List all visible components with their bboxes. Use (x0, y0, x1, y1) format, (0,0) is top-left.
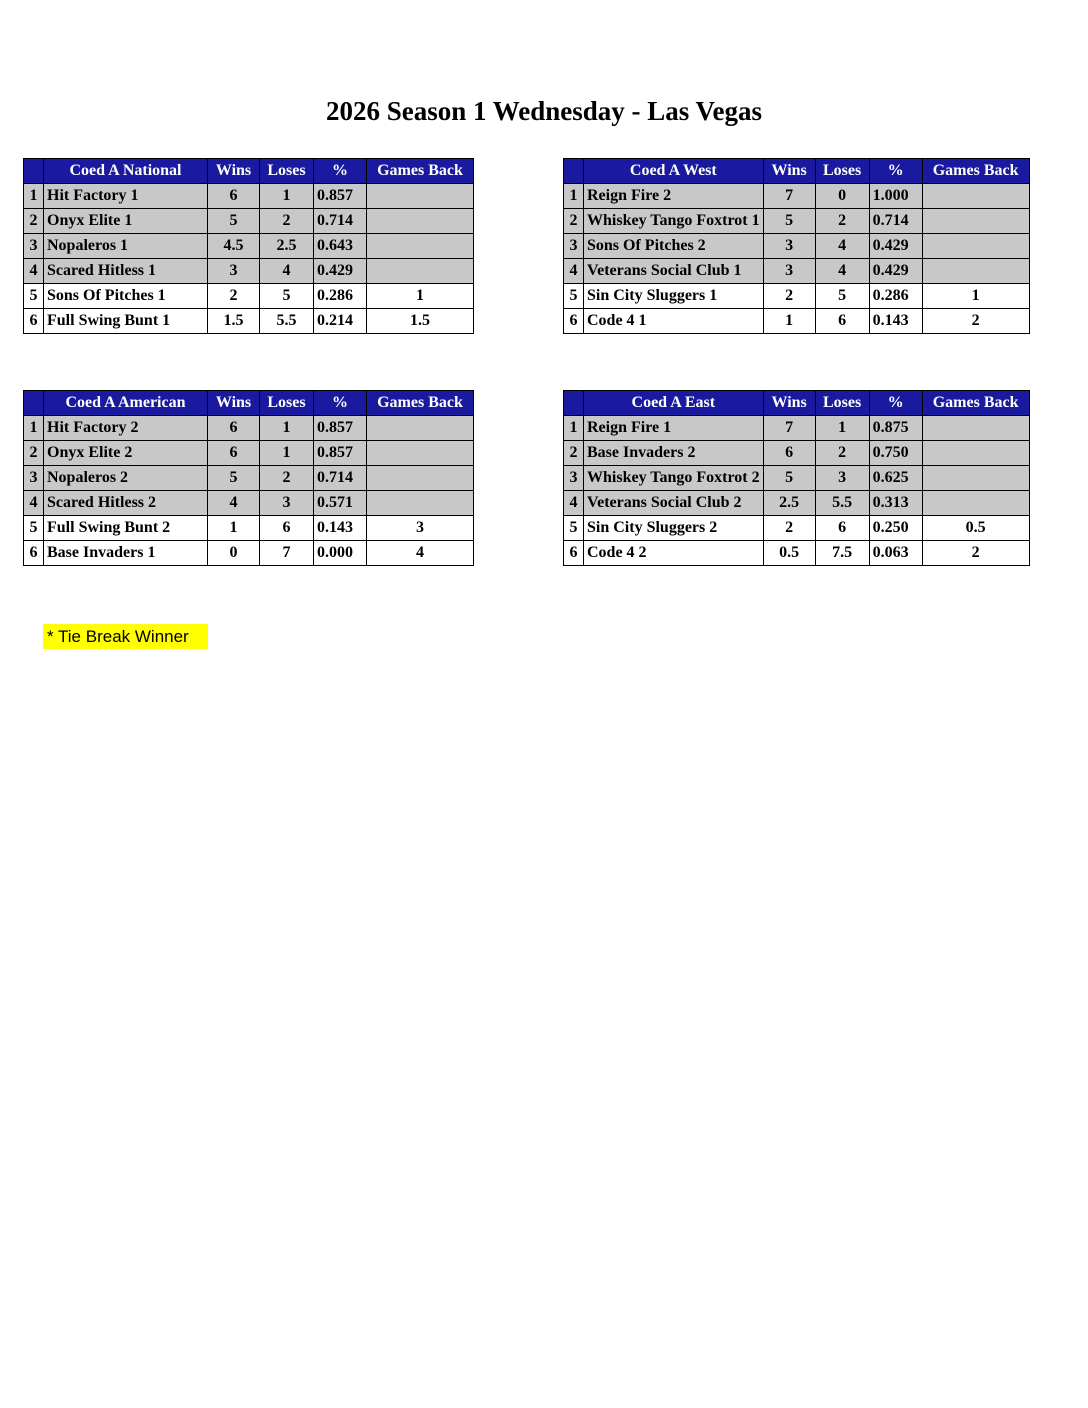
rank-cell: 4 (24, 259, 44, 284)
games-back-cell: 1.5 (367, 309, 474, 334)
games-back-cell (367, 441, 474, 466)
table-row (564, 491, 1030, 516)
table-row (564, 541, 1030, 566)
rank-header (24, 159, 44, 184)
team-name-cell: Scared Hitless 1 (44, 259, 208, 284)
table-row (564, 309, 1030, 334)
games-back-cell (922, 416, 1029, 441)
rank-cell: 2 (24, 441, 44, 466)
team-name-cell: Sons Of Pitches 1 (44, 284, 208, 309)
rank-cell: 2 (564, 209, 584, 234)
games-back-header: Games Back (922, 159, 1029, 184)
wins-cell: 6 (208, 416, 260, 441)
table-row (564, 234, 1030, 259)
standings-table-national (23, 158, 474, 334)
pct-cell: 0.750 (869, 441, 922, 466)
loses-cell: 3 (815, 466, 869, 491)
games-back-cell: 1 (922, 284, 1029, 309)
wins-cell: 6 (763, 441, 815, 466)
table-row (564, 516, 1030, 541)
rank-cell: 5 (24, 284, 44, 309)
loses-header: Loses (815, 391, 869, 416)
wins-cell: 6 (208, 184, 260, 209)
loses-cell: 7.5 (815, 541, 869, 566)
games-back-cell (922, 491, 1029, 516)
team-name-cell: Scared Hitless 2 (44, 491, 208, 516)
team-name-cell: Onyx Elite 1 (44, 209, 208, 234)
pct-header: % (869, 159, 922, 184)
team-name-cell: Code 4 1 (584, 309, 764, 334)
header-row (564, 159, 1030, 184)
loses-cell: 1 (260, 184, 314, 209)
wins-cell: 5 (763, 466, 815, 491)
loses-cell: 4 (815, 259, 869, 284)
division-name: Coed A West (584, 159, 764, 184)
rank-cell: 6 (564, 541, 584, 566)
pct-cell: 0.143 (314, 516, 367, 541)
pct-cell: 0.143 (869, 309, 922, 334)
table-row (24, 284, 474, 309)
rank-cell: 6 (564, 309, 584, 334)
wins-cell: 0 (208, 541, 260, 566)
rank-cell: 4 (564, 491, 584, 516)
games-back-cell (367, 209, 474, 234)
team-name-cell: Hit Factory 2 (44, 416, 208, 441)
pct-cell: 0.625 (869, 466, 922, 491)
table-row (24, 309, 474, 334)
loses-cell: 6 (815, 516, 869, 541)
wins-cell: 1 (763, 309, 815, 334)
table-row (24, 541, 474, 566)
rank-cell: 5 (24, 516, 44, 541)
team-name-cell: Reign Fire 1 (584, 416, 764, 441)
wins-cell: 5 (763, 209, 815, 234)
rank-header (564, 159, 584, 184)
header-row (564, 391, 1030, 416)
team-name-cell: Full Swing Bunt 1 (44, 309, 208, 334)
wins-cell: 3 (208, 259, 260, 284)
loses-cell: 5 (260, 284, 314, 309)
games-back-header: Games Back (367, 391, 474, 416)
team-name-cell: Sin City Sluggers 2 (584, 516, 764, 541)
pct-cell: 0.063 (869, 541, 922, 566)
team-name-cell: Base Invaders 1 (44, 541, 208, 566)
team-name-cell: Whiskey Tango Foxtrot 2 (584, 466, 764, 491)
division-name: Coed A East (584, 391, 764, 416)
loses-cell: 2 (815, 441, 869, 466)
games-back-cell: 3 (367, 516, 474, 541)
table-row (24, 209, 474, 234)
loses-cell: 1 (260, 416, 314, 441)
tie-break-note: * Tie Break Winner (43, 624, 208, 649)
games-back-header: Games Back (367, 159, 474, 184)
wins-cell: 1 (208, 516, 260, 541)
games-back-cell (922, 234, 1029, 259)
rank-cell: 1 (564, 184, 584, 209)
standings-table-east (563, 390, 1030, 566)
table-row (24, 184, 474, 209)
wins-cell: 3 (763, 234, 815, 259)
wins-cell: 5 (208, 466, 260, 491)
wins-cell: 4.5 (208, 234, 260, 259)
games-back-cell (367, 259, 474, 284)
loses-cell: 3 (260, 491, 314, 516)
games-back-cell (922, 259, 1029, 284)
wins-cell: 6 (208, 441, 260, 466)
table-row (564, 466, 1030, 491)
rank-cell: 4 (564, 259, 584, 284)
rank-header (564, 391, 584, 416)
games-back-cell (922, 441, 1029, 466)
table-row (24, 416, 474, 441)
rank-cell: 5 (564, 516, 584, 541)
rank-header (24, 391, 44, 416)
pct-cell: 0.714 (314, 209, 367, 234)
loses-cell: 4 (815, 234, 869, 259)
wins-header: Wins (763, 391, 815, 416)
team-name-cell: Onyx Elite 2 (44, 441, 208, 466)
loses-cell: 1 (260, 441, 314, 466)
pct-cell: 1.000 (869, 184, 922, 209)
standings-table-west (563, 158, 1030, 334)
loses-cell: 2 (815, 209, 869, 234)
team-name-cell: Reign Fire 2 (584, 184, 764, 209)
wins-cell: 7 (763, 416, 815, 441)
loses-header: Loses (260, 391, 314, 416)
pct-cell: 0.571 (314, 491, 367, 516)
wins-header: Wins (208, 159, 260, 184)
wins-cell: 3 (763, 259, 815, 284)
pct-cell: 0.714 (869, 209, 922, 234)
table-row (24, 259, 474, 284)
wins-cell: 5 (208, 209, 260, 234)
loses-header: Loses (260, 159, 314, 184)
pct-cell: 0.429 (869, 234, 922, 259)
loses-cell: 5.5 (260, 309, 314, 334)
pct-cell: 0.875 (869, 416, 922, 441)
team-name-cell: Sin City Sluggers 1 (584, 284, 764, 309)
pct-cell: 0.857 (314, 441, 367, 466)
rank-cell: 3 (24, 234, 44, 259)
pct-header: % (314, 391, 367, 416)
team-name-cell: Hit Factory 1 (44, 184, 208, 209)
wins-cell: 2 (763, 284, 815, 309)
page-title: 2026 Season 1 Wednesday - Las Vegas (325, 96, 763, 126)
table-row (24, 516, 474, 541)
rank-cell: 2 (24, 209, 44, 234)
division-name: Coed A American (44, 391, 208, 416)
table-row (24, 234, 474, 259)
pct-header: % (314, 159, 367, 184)
games-back-cell: 2 (922, 541, 1029, 566)
rank-cell: 1 (24, 184, 44, 209)
loses-header: Loses (815, 159, 869, 184)
wins-cell: 7 (763, 184, 815, 209)
games-back-cell: 4 (367, 541, 474, 566)
loses-cell: 1 (815, 416, 869, 441)
wins-cell: 0.5 (763, 541, 815, 566)
wins-cell: 2 (208, 284, 260, 309)
games-back-cell (922, 466, 1029, 491)
rank-cell: 5 (564, 284, 584, 309)
rank-cell: 2 (564, 441, 584, 466)
loses-cell: 2 (260, 466, 314, 491)
loses-cell: 4 (260, 259, 314, 284)
games-back-cell (922, 184, 1029, 209)
table-row (564, 441, 1030, 466)
table-row (564, 284, 1030, 309)
games-back-header: Games Back (922, 391, 1029, 416)
table-row (24, 491, 474, 516)
table-row (564, 184, 1030, 209)
wins-cell: 4 (208, 491, 260, 516)
wins-cell: 1.5 (208, 309, 260, 334)
games-back-cell: 0.5 (922, 516, 1029, 541)
team-name-cell: Veterans Social Club 1 (584, 259, 764, 284)
team-name-cell: Full Swing Bunt 2 (44, 516, 208, 541)
rank-cell: 3 (564, 466, 584, 491)
pct-cell: 0.214 (314, 309, 367, 334)
games-back-cell (367, 416, 474, 441)
games-back-cell (367, 466, 474, 491)
team-name-cell: Whiskey Tango Foxtrot 1 (584, 209, 764, 234)
team-name-cell: Nopaleros 2 (44, 466, 208, 491)
pct-cell: 0.857 (314, 416, 367, 441)
team-name-cell: Nopaleros 1 (44, 234, 208, 259)
pct-header: % (869, 391, 922, 416)
loses-cell: 5 (815, 284, 869, 309)
header-row (24, 391, 474, 416)
table-row (564, 416, 1030, 441)
rank-cell: 4 (24, 491, 44, 516)
pct-cell: 0.643 (314, 234, 367, 259)
wins-header: Wins (208, 391, 260, 416)
division-name: Coed A National (44, 159, 208, 184)
pct-cell: 0.286 (869, 284, 922, 309)
rank-cell: 1 (564, 416, 584, 441)
pct-cell: 0.313 (869, 491, 922, 516)
pct-cell: 0.714 (314, 466, 367, 491)
games-back-cell: 1 (367, 284, 474, 309)
games-back-cell: 2 (922, 309, 1029, 334)
loses-cell: 7 (260, 541, 314, 566)
team-name-cell: Code 4 2 (584, 541, 764, 566)
wins-cell: 2 (763, 516, 815, 541)
loses-cell: 2 (260, 209, 314, 234)
rank-cell: 6 (24, 309, 44, 334)
team-name-cell: Base Invaders 2 (584, 441, 764, 466)
loses-cell: 5.5 (815, 491, 869, 516)
loses-cell: 6 (815, 309, 869, 334)
games-back-cell (922, 209, 1029, 234)
wins-cell: 2.5 (763, 491, 815, 516)
table-row (24, 466, 474, 491)
header-row (24, 159, 474, 184)
rank-cell: 6 (24, 541, 44, 566)
pct-cell: 0.429 (314, 259, 367, 284)
loses-cell: 6 (260, 516, 314, 541)
games-back-cell (367, 184, 474, 209)
pct-cell: 0.429 (869, 259, 922, 284)
rank-cell: 3 (564, 234, 584, 259)
table-row (24, 441, 474, 466)
table-row (564, 209, 1030, 234)
loses-cell: 0 (815, 184, 869, 209)
rank-cell: 1 (24, 416, 44, 441)
pct-cell: 0.000 (314, 541, 367, 566)
games-back-cell (367, 234, 474, 259)
wins-header: Wins (763, 159, 815, 184)
games-back-cell (367, 491, 474, 516)
team-name-cell: Veterans Social Club 2 (584, 491, 764, 516)
loses-cell: 2.5 (260, 234, 314, 259)
pct-cell: 0.286 (314, 284, 367, 309)
team-name-cell: Sons Of Pitches 2 (584, 234, 764, 259)
table-row (564, 259, 1030, 284)
rank-cell: 3 (24, 466, 44, 491)
standings-table-american (23, 390, 474, 566)
pct-cell: 0.857 (314, 184, 367, 209)
pct-cell: 0.250 (869, 516, 922, 541)
